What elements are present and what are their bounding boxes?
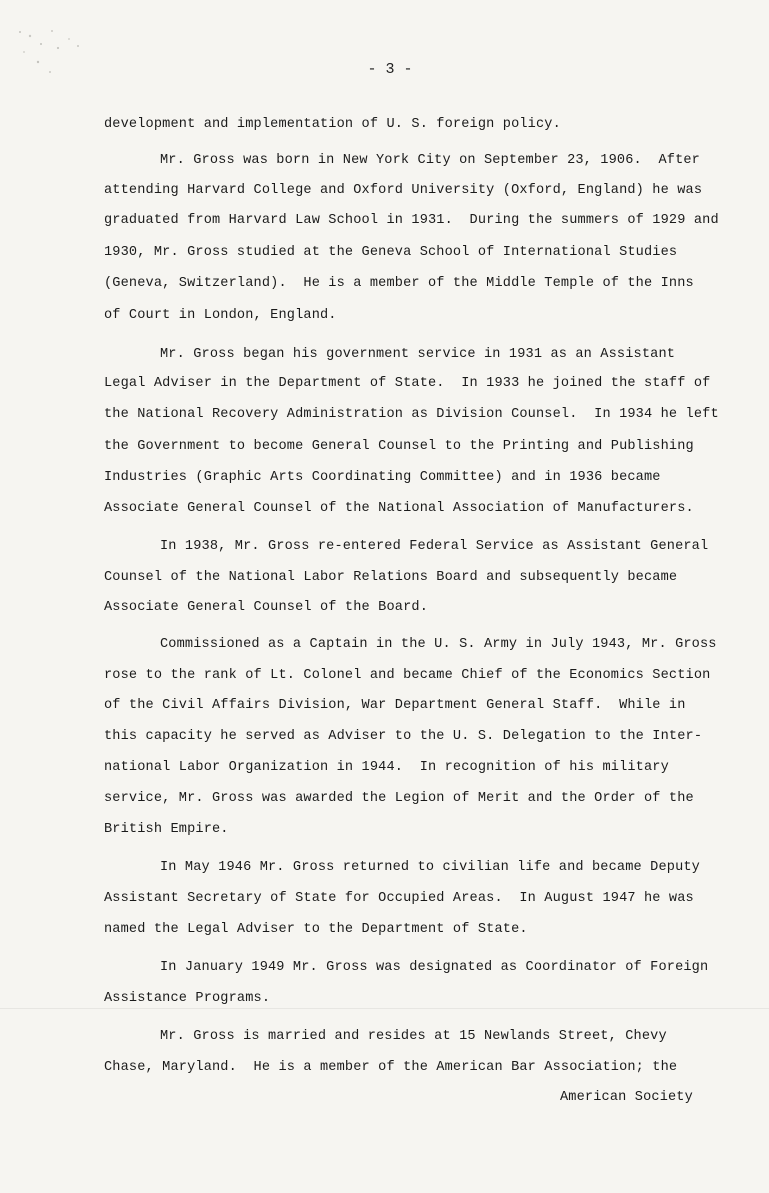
text-line: rose to the rank of Lt. Colonel and became Chief of the Economics Section [104,668,711,683]
text-line: (Geneva, Switzerland). He is a member of the Middle Temple of the Inns [104,276,694,291]
text-line: this capacity he served as Adviser to the U. S. Delegation to the Inter- [104,729,703,744]
text-line: of Court in London, England. [104,308,337,323]
text-line: Counsel of the National Labor Relations Board and subsequently became [104,570,678,585]
text-line: Commissioned as a Captain in the U. S. Army in July 1943, Mr. Gross [160,637,717,652]
text-line: Mr. Gross began his government service in 1931 as an Assistant [160,347,676,362]
text-line: graduated from Harvard Law School in 1931. During the summers of 1929 and [104,213,719,228]
text-line: British Empire. [104,822,229,837]
text-line: Assistance Programs. [104,991,271,1006]
text-line: development and implementation of U. S. foreign policy. [104,117,561,132]
text-line: Associate General Counsel of the Board. [104,600,428,615]
text-line: the National Recovery Administration as Division Counsel. In 1934 he left [104,407,719,422]
text-line: of the Civil Affairs Division, War Department General Staff. While in [104,698,686,713]
text-line: In January 1949 Mr. Gross was designated as Coordinator of Foreign [160,960,709,975]
text-line: Mr. Gross is married and resides at 15 Newlands Street, Chevy [160,1029,667,1044]
text-line: Associate General Counsel of the National Association of Manufacturers. [104,501,694,516]
text-line: American Society [560,1090,693,1105]
text-line: Assistant Secretary of State for Occupied Areas. In August 1947 he was [104,891,694,906]
text-line: the Government to become General Counsel to the Printing and Publishing [104,439,694,454]
paper-fold-line [0,1008,769,1009]
text-line: In May 1946 Mr. Gross returned to civilian life and became Deputy [160,860,700,875]
text-line: Industries (Graphic Arts Coordinating Committee) and in 1936 became [104,470,661,485]
text-line: In 1938, Mr. Gross re-entered Federal Service as Assistant General [160,539,709,554]
text-line: attending Harvard College and Oxford University (Oxford, England) he was [104,183,703,198]
page-number: - 3 - [367,61,413,78]
text-line: Legal Adviser in the Department of State. In 1933 he joined the staff of [104,376,711,391]
text-line: named the Legal Adviser to the Department of State. [104,922,528,937]
text-line: 1930, Mr. Gross studied at the Geneva School of International Studies [104,245,678,260]
text-line: national Labor Organization in 1944. In recognition of his military [104,760,669,775]
text-line: Mr. Gross was born in New York City on September 23, 1906. After [160,153,700,168]
text-line: Chase, Maryland. He is a member of the American Bar Association; the [104,1060,678,1075]
text-line: service, Mr. Gross was awarded the Legion of Merit and the Order of the [104,791,694,806]
